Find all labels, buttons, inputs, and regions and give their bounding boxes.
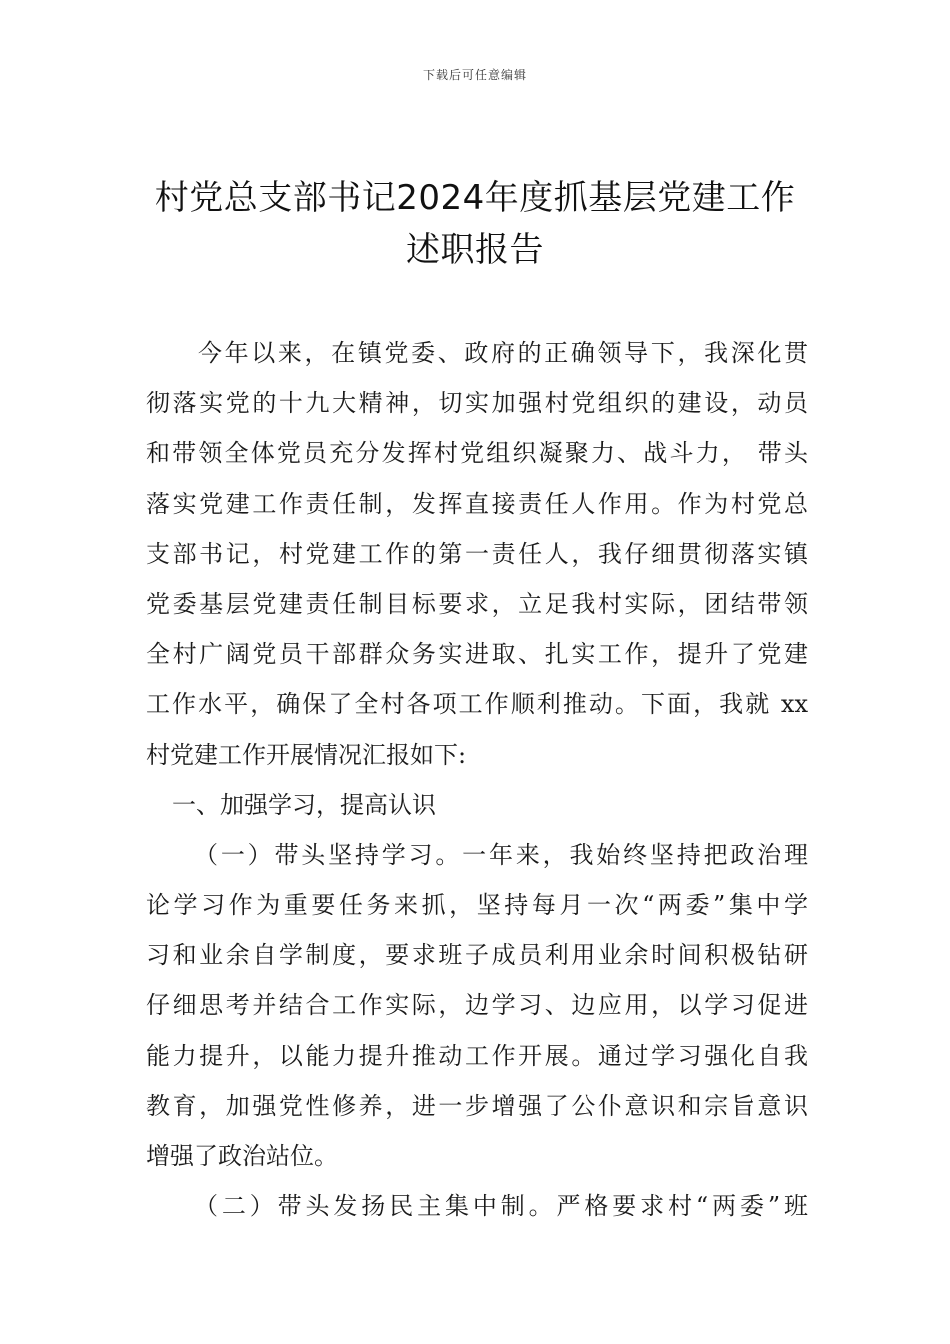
body-line: 论学习作为重要任务来抓，坚持每月一次“两委”集中学 xyxy=(146,891,808,920)
document-body xyxy=(146,328,808,1231)
body-line: 支部书记，村党建工作的第一责任人，我仔细贯彻落实镇 xyxy=(146,539,808,568)
title-line-2: 述职报告 xyxy=(406,230,544,270)
body-line: 全村广阔党员干部群众务实进取、扎实工作，提升了党建 xyxy=(146,640,808,669)
body-line: 增强了政治站位。 xyxy=(146,1142,338,1170)
body-line: 党委基层党建责任制目标要求，立足我村实际，团结带领 xyxy=(146,589,808,618)
body-line: 彻落实党的十九大精神，切实加强村党组织的建设，动员 xyxy=(146,389,808,418)
title-line-1: 村党总支部书记2024年度抓基层党建工作 xyxy=(154,178,796,218)
subsection-heading: （二）带头发扬民主集中制。严格要求村“两委”班 xyxy=(194,1192,808,1221)
body-line: 工作水平，确保了全村各项工作顺利推动。下面，我就 xx xyxy=(146,690,808,719)
section-heading: 一、加强学习，提高认识 xyxy=(172,790,436,819)
body-line: 落实党建工作责任制，发挥直接责任人作用。作为村党总 xyxy=(146,489,808,518)
body-line: 仔细思考并结合工作实际，边学习、边应用，以学习促进 xyxy=(146,991,808,1020)
body-line: 教育，加强党性修养，进一步增强了公仆意识和宗旨意识 xyxy=(146,1091,808,1120)
subsection-heading: （一）带头坚持学习。一年来，我始终坚持把政治理 xyxy=(194,840,808,869)
body-line: 今年以来，在镇党委、政府的正确领导下，我深化贯 xyxy=(198,339,808,367)
body-line: 习和业余自学制度，要求班子成员利用业余时间积极钻研 xyxy=(146,941,808,970)
document-title xyxy=(120,172,830,276)
body-line: 和带领全体党员充分发挥村党组织凝聚力、战斗力， 带头 xyxy=(146,439,808,468)
body-line: 村党建工作开展情况汇报如下: xyxy=(146,740,467,769)
body-line: 能力提升，以能力提升推动工作开展。通过学习强化自我 xyxy=(146,1041,808,1070)
header-note: 下载后可任意编辑 xyxy=(422,68,527,82)
